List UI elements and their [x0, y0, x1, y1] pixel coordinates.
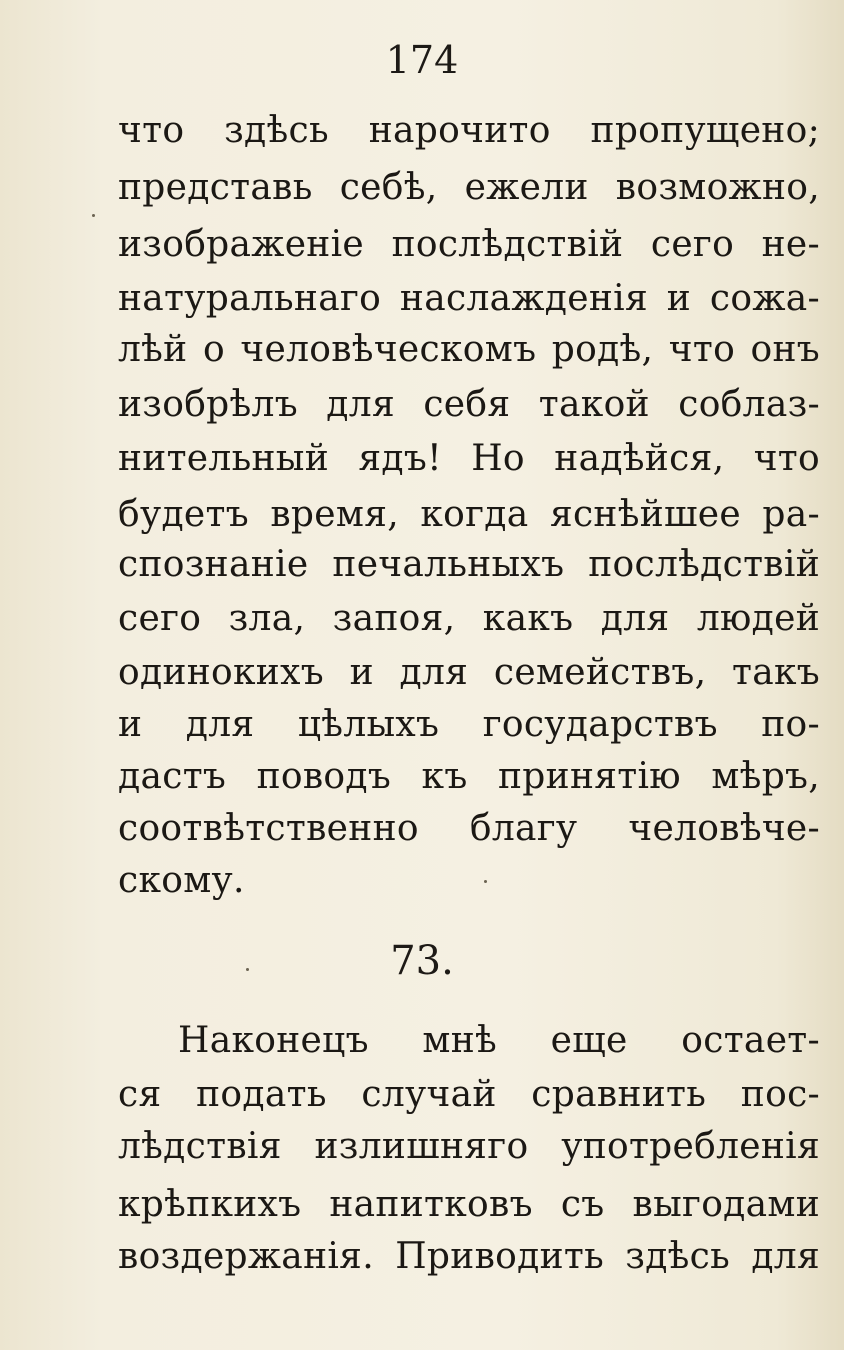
text-line: будетъ время, когда яснѣйшее ра- [118, 494, 820, 535]
text-line: воздержанія. Приводить здѣсь для [118, 1236, 820, 1277]
text-line: спознаніе печальныхъ послѣдствій [118, 544, 820, 585]
ink-speck [92, 214, 95, 217]
text-line: нительный ядъ! Но надѣйся, что [118, 438, 820, 479]
text-line: дастъ поводъ къ принятію мѣръ, [118, 756, 820, 797]
text-line: одинокихъ и для семействъ, такъ [118, 652, 820, 693]
text-line: лѣй о человѣческомъ родѣ, что онъ [118, 329, 820, 370]
text-line: крѣпкихъ напитковъ съ выгодами [118, 1184, 820, 1225]
text-line: представь себѣ, ежели возможно, [118, 167, 820, 208]
page-number: 174 [385, 38, 459, 82]
ink-speck [484, 880, 487, 883]
text-line: скому. [118, 860, 245, 901]
section-number: 73. [390, 938, 454, 984]
text-line: и для цѣлыхъ государствъ по- [118, 704, 820, 745]
text-line: Наконецъ мнѣ еще остает- [178, 1020, 820, 1061]
text-line: сего зла, запоя, какъ для людей [118, 598, 820, 639]
text-line: изобрѣлъ для себя такой соблаз- [118, 384, 820, 425]
text-line: что здѣсь нарочито пропущено; [118, 110, 820, 151]
text-line: соотвѣтственно благу человѣче- [118, 808, 820, 849]
text-line: ся подать случай сравнить пос- [118, 1074, 820, 1115]
text-line: изображеніе послѣдствій сего не- [118, 224, 820, 265]
text-line: лѣдствія излишняго употребленія [118, 1126, 820, 1167]
text-line: натуральнаго наслажденія и сожа- [118, 278, 820, 319]
ink-speck [246, 968, 249, 971]
